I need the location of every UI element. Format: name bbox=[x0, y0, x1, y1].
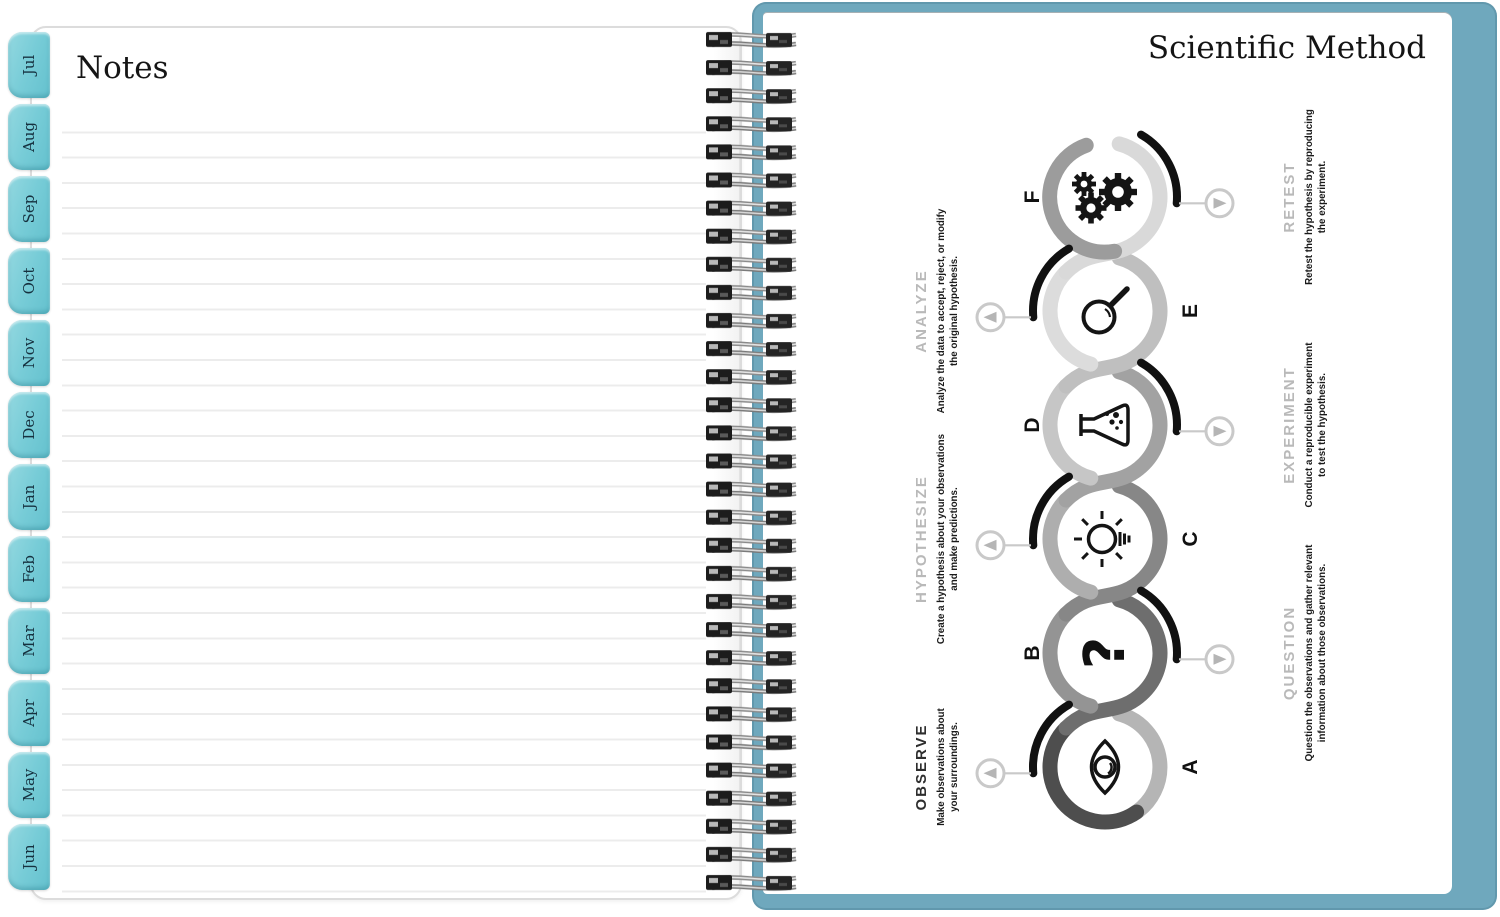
tab-label: Jun bbox=[20, 844, 38, 870]
tab-jan[interactable] bbox=[8, 464, 50, 530]
step-title-experiment: EXPERIMENT bbox=[1281, 366, 1298, 484]
flask-icon bbox=[1081, 405, 1128, 445]
tab-label: Dec bbox=[20, 410, 38, 440]
arrow-down-icon bbox=[1206, 646, 1233, 673]
gears-icon bbox=[1072, 172, 1137, 224]
tab-label: Sep bbox=[20, 194, 38, 224]
ruled-lines bbox=[62, 108, 706, 893]
magnifier-icon bbox=[1084, 289, 1128, 333]
tab-may[interactable] bbox=[8, 752, 50, 818]
step-desc-line: Make observations about bbox=[936, 708, 947, 826]
tab-apr[interactable] bbox=[8, 680, 50, 746]
tab-label: Apr bbox=[20, 699, 38, 727]
step-title-analyze: ANALYZE bbox=[913, 269, 930, 353]
step-title-retest: RETEST bbox=[1281, 161, 1298, 233]
step-title-question: QUESTION bbox=[1281, 605, 1298, 701]
right-page bbox=[763, 12, 1452, 894]
arrow-down-icon bbox=[1206, 418, 1233, 445]
scientific-method-infographic bbox=[895, 109, 1328, 892]
step-title-observe: OBSERVE bbox=[913, 723, 930, 811]
left-page bbox=[30, 26, 742, 900]
tab-jul[interactable] bbox=[8, 32, 50, 98]
tab-label: Nov bbox=[20, 337, 38, 369]
tab-label: Jul bbox=[20, 54, 38, 76]
tab-label: Mar bbox=[20, 625, 38, 657]
tab-mar[interactable] bbox=[8, 608, 50, 674]
step-desc-line: Analyze the data to accept, reject, or modify bbox=[936, 208, 947, 414]
tab-label: May bbox=[20, 768, 38, 802]
arrow-down-icon bbox=[1206, 190, 1233, 217]
step-desc-line: to test the hypothesis. bbox=[1317, 373, 1328, 477]
page-title-notes: Notes bbox=[76, 50, 169, 86]
step-letter: F bbox=[1021, 190, 1044, 204]
step-letter: A bbox=[1179, 759, 1202, 775]
step-desc-line: your surroundings. bbox=[949, 722, 960, 812]
step-letter: B bbox=[1021, 645, 1044, 661]
tab-label: Feb bbox=[20, 554, 38, 584]
step-desc-line: Retest the hypothesis by reproducing bbox=[1304, 109, 1315, 285]
arrow-up-icon bbox=[977, 532, 1004, 559]
tab-jun[interactable] bbox=[8, 824, 50, 890]
step-desc-line: Question the observations and gather relevant bbox=[1304, 544, 1315, 762]
page-title-scientific-method: Scientific Method bbox=[1147, 30, 1426, 66]
arrow-up-icon bbox=[977, 760, 1004, 787]
step-desc-line: and make predictions. bbox=[949, 487, 960, 591]
question-mark-icon: ? bbox=[1073, 636, 1138, 670]
tab-label: Jan bbox=[20, 484, 38, 510]
tab-oct[interactable] bbox=[8, 248, 50, 314]
eye-icon bbox=[1092, 741, 1119, 793]
step-title-hypothesize: HYPOTHESIZE bbox=[913, 475, 930, 603]
lightbulb-icon bbox=[1074, 511, 1131, 567]
arrow-up-icon bbox=[977, 304, 1004, 331]
step-letter: E bbox=[1179, 303, 1202, 319]
tab-aug[interactable] bbox=[8, 104, 50, 170]
tab-feb[interactable] bbox=[8, 536, 50, 602]
tab-sep[interactable] bbox=[8, 176, 50, 242]
step-letter: C bbox=[1179, 531, 1202, 547]
tab-dec[interactable] bbox=[8, 392, 50, 458]
tab-label: Aug bbox=[20, 121, 38, 153]
step-desc-line: Create a hypothesis about your observations bbox=[936, 433, 947, 645]
tab-label: Oct bbox=[20, 267, 38, 295]
step-desc-line: information about those observations. bbox=[1317, 563, 1328, 743]
spiral-binding bbox=[704, 26, 804, 898]
step-desc-line: the original hypothesis. bbox=[949, 256, 960, 366]
step-desc-line: Conduct a reproducible experiment bbox=[1304, 342, 1315, 508]
tab-nov[interactable] bbox=[8, 320, 50, 386]
step-letter: D bbox=[1021, 417, 1044, 433]
step-desc-line: the experiment. bbox=[1317, 160, 1328, 234]
